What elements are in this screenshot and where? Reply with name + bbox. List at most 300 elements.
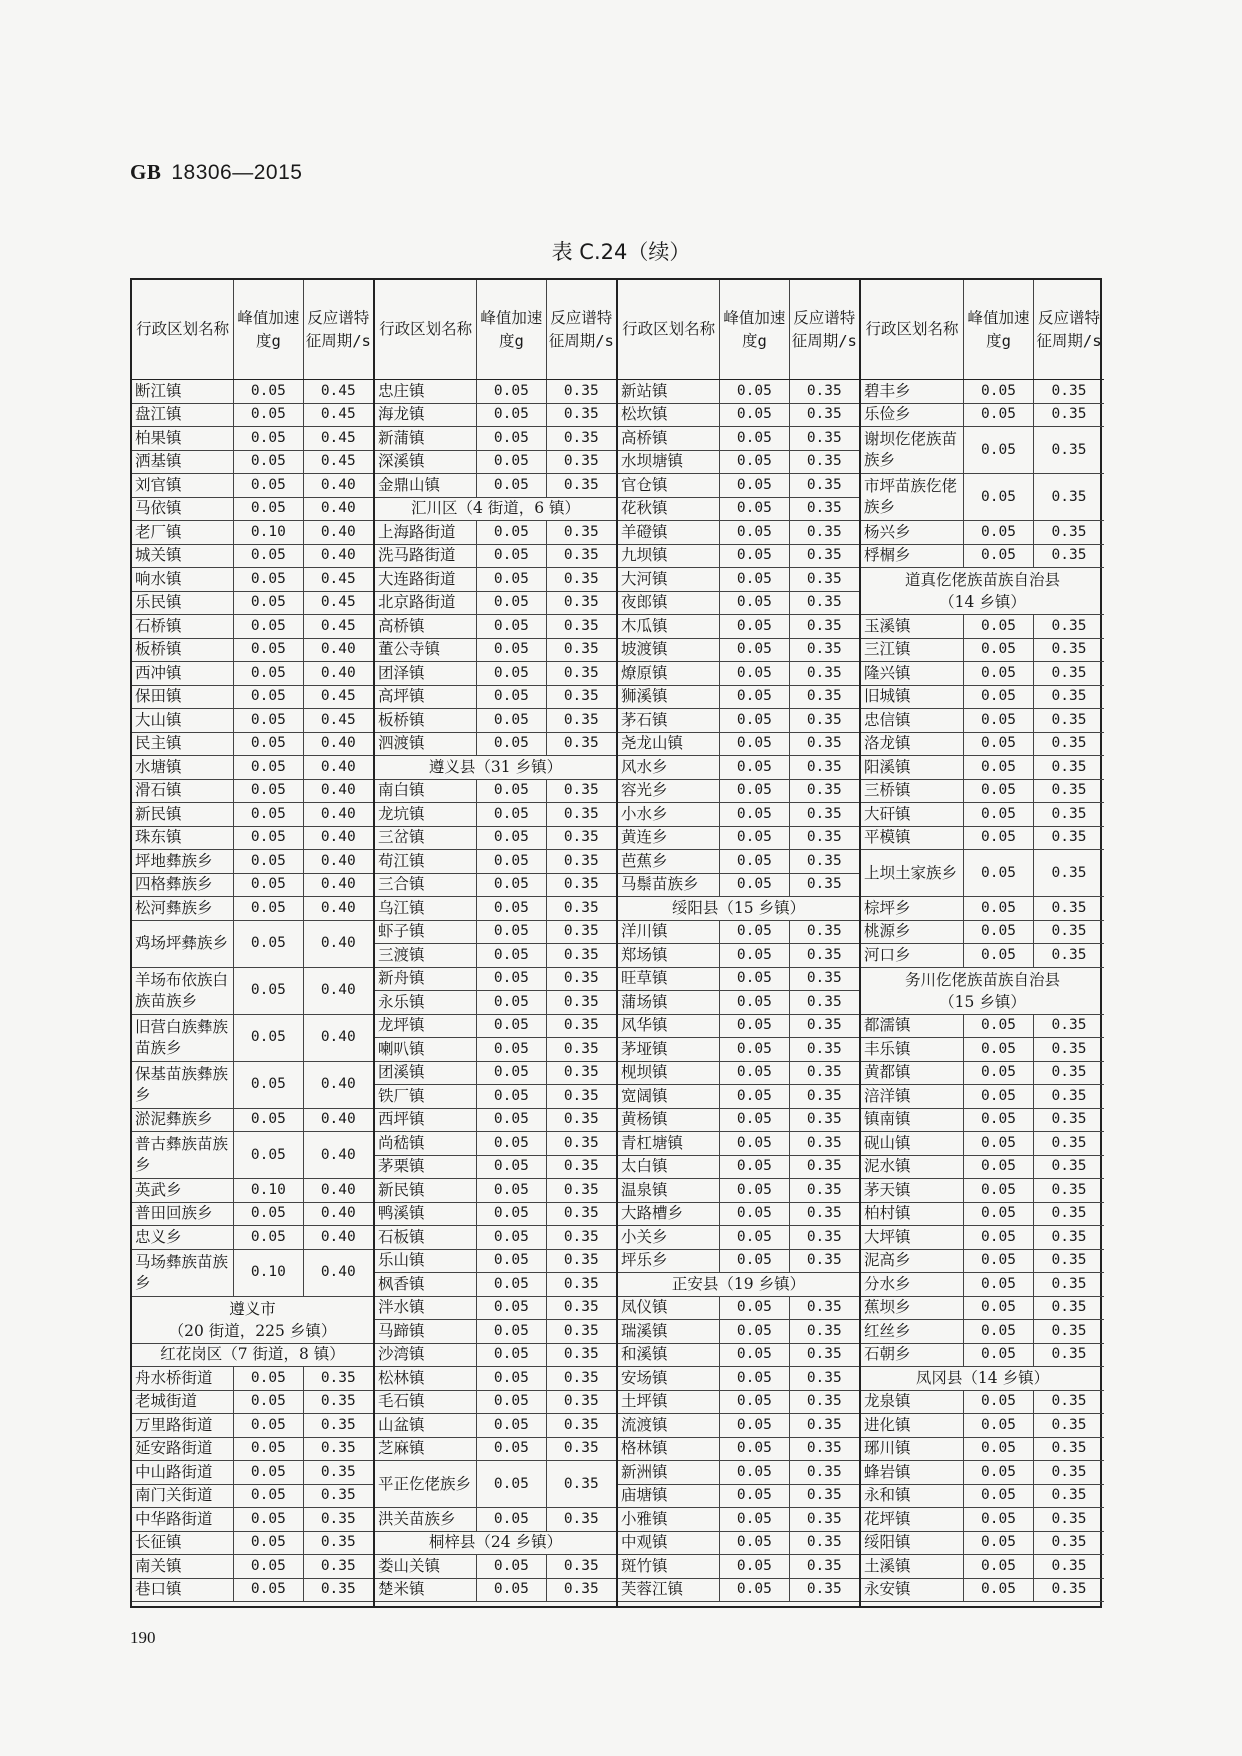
table-row <box>618 1532 859 1556</box>
table-row <box>618 1179 859 1203</box>
characteristic-period: 0.35 <box>806 547 842 564</box>
peak-acceleration: 0.05 <box>477 897 546 920</box>
division-name: 风水乡 <box>618 756 720 779</box>
division-name: 永安镇 <box>861 1579 964 1602</box>
division-name: 九坝镇 <box>618 545 720 568</box>
characteristic-period: 0.35 <box>563 735 599 752</box>
table-row <box>375 1344 616 1368</box>
division-name: 保基苗族彝族乡 <box>132 1062 234 1108</box>
division-name: 丰乐镇 <box>861 1038 964 1061</box>
peak-acceleration: 0.05 <box>964 1062 1034 1085</box>
peak-acceleration: 0.05 <box>720 1391 789 1414</box>
table-row <box>375 991 616 1015</box>
characteristic-period: 0.40 <box>320 758 356 775</box>
header-name: 行政区划名称 <box>618 280 720 379</box>
characteristic-period: 0.40 <box>320 805 356 822</box>
table-row <box>132 780 373 804</box>
table-row <box>861 1203 1104 1227</box>
peak-acceleration: 0.05 <box>720 568 789 591</box>
characteristic-period: 0.35 <box>806 1487 842 1504</box>
table-row <box>375 592 616 616</box>
table-row <box>618 662 859 686</box>
table-row <box>861 1485 1104 1509</box>
division-name: 土坪镇 <box>618 1391 720 1414</box>
peak-acceleration: 0.10 <box>234 521 303 544</box>
peak-acceleration: 0.05 <box>964 733 1034 756</box>
peak-acceleration: 0.05 <box>477 1297 546 1320</box>
division-name: 茅石镇 <box>618 709 720 732</box>
peak-acceleration: 0.05 <box>964 1273 1034 1296</box>
peak-acceleration: 0.05 <box>964 1532 1034 1555</box>
table-row <box>618 474 859 498</box>
section-title: 绥阳县（15 乡镇） <box>671 898 806 917</box>
characteristic-period: 0.35 <box>320 1487 356 1504</box>
table-row <box>132 874 373 898</box>
peak-acceleration: 0.05 <box>720 944 789 967</box>
characteristic-period: 0.35 <box>806 1534 842 1551</box>
table-row <box>618 1391 859 1415</box>
characteristic-period: 0.35 <box>563 970 599 987</box>
table-row <box>132 1109 373 1133</box>
table-row <box>375 1367 616 1391</box>
peak-acceleration: 0.05 <box>720 756 789 779</box>
characteristic-period: 0.35 <box>806 1440 842 1457</box>
table-row <box>861 380 1104 404</box>
division-name: 石朝乡 <box>861 1344 964 1367</box>
characteristic-period: 0.40 <box>320 782 356 799</box>
division-name: 木瓜镇 <box>618 615 720 638</box>
table-row <box>618 827 859 851</box>
characteristic-period: 0.35 <box>806 758 842 775</box>
table-row <box>132 709 373 733</box>
characteristic-period: 0.35 <box>806 523 842 540</box>
division-name: 乐俭乡 <box>861 404 964 427</box>
table-row <box>861 1508 1104 1532</box>
peak-acceleration: 0.05 <box>720 1250 789 1273</box>
peak-acceleration: 0.05 <box>234 874 303 897</box>
table-row <box>132 803 373 827</box>
peak-acceleration: 0.05 <box>720 427 789 450</box>
division-name: 三岔镇 <box>375 827 477 850</box>
table-row <box>618 404 859 428</box>
table-row <box>618 1250 859 1274</box>
characteristic-period: 0.35 <box>563 829 599 846</box>
characteristic-period: 0.35 <box>806 1040 842 1057</box>
peak-acceleration: 0.05 <box>234 545 303 568</box>
table-row <box>375 1132 616 1156</box>
table-row <box>375 874 616 898</box>
table-row <box>132 521 373 545</box>
peak-acceleration: 0.05 <box>964 827 1034 850</box>
peak-acceleration: 0.05 <box>964 521 1034 544</box>
division-name: 南关镇 <box>132 1555 234 1578</box>
peak-acceleration: 0.05 <box>477 474 546 497</box>
table-row <box>132 850 373 874</box>
division-name: 北京路街道 <box>375 592 477 615</box>
table-row <box>861 1438 1104 1462</box>
peak-acceleration: 0.05 <box>477 1438 546 1461</box>
division-name: 羊场布依族白族苗族乡 <box>132 968 234 1014</box>
division-name: 三江镇 <box>861 639 964 662</box>
characteristic-period: 0.35 <box>563 1205 599 1222</box>
table-row <box>618 1579 859 1603</box>
division-name: 坪地彝族乡 <box>132 850 234 873</box>
table-row <box>375 1015 616 1039</box>
characteristic-period: 0.35 <box>563 1252 599 1269</box>
characteristic-period: 0.35 <box>320 1440 356 1457</box>
peak-acceleration: 0.05 <box>477 1179 546 1202</box>
peak-acceleration: 0.05 <box>477 991 546 1014</box>
division-name: 中山路街道 <box>132 1461 234 1484</box>
table-row <box>375 404 616 428</box>
characteristic-period: 0.35 <box>1051 1087 1087 1104</box>
table-row <box>861 1179 1104 1203</box>
characteristic-period: 0.35 <box>1051 1416 1087 1433</box>
characteristic-period: 0.35 <box>1051 1463 1087 1480</box>
characteristic-period: 0.35 <box>563 1275 599 1292</box>
peak-acceleration: 0.05 <box>720 780 789 803</box>
division-name: 楚米镇 <box>375 1579 477 1602</box>
peak-acceleration: 0.05 <box>720 1062 789 1085</box>
table-row <box>375 1062 616 1086</box>
division-name: 花坪镇 <box>861 1508 964 1531</box>
table-row <box>618 1062 859 1086</box>
peak-acceleration: 0.05 <box>720 874 789 897</box>
table-row <box>375 1226 616 1250</box>
characteristic-period: 0.35 <box>806 993 842 1010</box>
table-row <box>861 1132 1104 1156</box>
peak-acceleration: 0.10 <box>234 1250 303 1296</box>
peak-acceleration: 0.05 <box>720 1461 789 1484</box>
table-row <box>375 1085 616 1109</box>
section-title-subline: （14 乡镇） <box>939 593 1026 611</box>
table-row <box>132 1062 373 1109</box>
characteristic-period: 0.35 <box>806 923 842 940</box>
characteristic-period: 0.35 <box>1051 1111 1087 1128</box>
table-row <box>861 921 1104 945</box>
characteristic-period: 0.35 <box>806 1087 842 1104</box>
table-row <box>375 1297 616 1321</box>
characteristic-period: 0.40 <box>320 735 356 752</box>
table-row <box>861 404 1104 428</box>
peak-acceleration: 0.05 <box>720 1085 789 1108</box>
table-row <box>375 1579 616 1603</box>
division-name: 洛龙镇 <box>861 733 964 756</box>
division-name: 郑场镇 <box>618 944 720 967</box>
header-period: 反应谱特征周期/s <box>305 308 371 350</box>
peak-acceleration: 0.05 <box>720 1438 789 1461</box>
peak-acceleration: 0.05 <box>477 1250 546 1273</box>
peak-acceleration: 0.05 <box>234 639 303 662</box>
peak-acceleration: 0.05 <box>964 545 1034 568</box>
table-row <box>618 498 859 522</box>
peak-acceleration: 0.05 <box>964 1250 1034 1273</box>
section-header-row <box>375 756 616 780</box>
characteristic-period: 0.40 <box>320 1029 356 1045</box>
division-name: 长征镇 <box>132 1532 234 1555</box>
characteristic-period: 0.35 <box>1051 1064 1087 1081</box>
division-name: 上坝土家族乡 <box>861 850 964 896</box>
peak-acceleration: 0.05 <box>477 780 546 803</box>
division-name: 舟水桥街道 <box>132 1367 234 1390</box>
peak-acceleration: 0.05 <box>964 897 1034 920</box>
peak-acceleration: 0.05 <box>720 1179 789 1202</box>
peak-acceleration: 0.05 <box>234 1485 303 1508</box>
peak-acceleration: 0.05 <box>964 1132 1034 1155</box>
section-header-row <box>861 968 1104 1015</box>
table-row <box>618 1367 859 1391</box>
peak-acceleration: 0.05 <box>234 1414 303 1437</box>
characteristic-period: 0.35 <box>806 429 842 446</box>
peak-acceleration: 0.05 <box>964 780 1034 803</box>
division-name: 民主镇 <box>132 733 234 756</box>
peak-acceleration: 0.05 <box>477 662 546 685</box>
division-name: 斑竹镇 <box>618 1555 720 1578</box>
table-row <box>861 1320 1104 1344</box>
division-name: 枧坝镇 <box>618 1062 720 1085</box>
characteristic-period: 0.35 <box>1051 1040 1087 1057</box>
table-row <box>375 1250 616 1274</box>
division-name: 桃源乡 <box>861 921 964 944</box>
division-name: 虾子镇 <box>375 921 477 944</box>
peak-acceleration: 0.05 <box>477 380 546 403</box>
characteristic-period: 0.40 <box>320 1264 356 1280</box>
peak-acceleration: 0.05 <box>477 1414 546 1437</box>
peak-acceleration: 0.05 <box>720 1015 789 1038</box>
peak-acceleration: 0.05 <box>964 709 1034 732</box>
division-name: 旧城镇 <box>861 686 964 709</box>
division-name: 尚嵇镇 <box>375 1132 477 1155</box>
division-name: 芙蓉江镇 <box>618 1579 720 1602</box>
division-name: 金鼎山镇 <box>375 474 477 497</box>
characteristic-period: 0.35 <box>563 382 599 399</box>
division-name: 坡渡镇 <box>618 639 720 662</box>
peak-acceleration: 0.05 <box>720 380 789 403</box>
peak-acceleration: 0.05 <box>234 780 303 803</box>
division-name: 老厂镇 <box>132 521 234 544</box>
characteristic-period: 0.35 <box>806 1252 842 1269</box>
table-row <box>618 592 859 616</box>
division-name: 黄连乡 <box>618 827 720 850</box>
characteristic-period: 0.35 <box>320 1416 356 1433</box>
characteristic-period: 0.40 <box>320 982 356 998</box>
characteristic-period: 0.35 <box>1051 1181 1087 1198</box>
characteristic-period: 0.35 <box>1051 735 1087 752</box>
peak-acceleration: 0.05 <box>234 1391 303 1414</box>
section-header-row <box>132 1344 373 1368</box>
peak-acceleration: 0.05 <box>234 1203 303 1226</box>
table-row <box>132 733 373 757</box>
table-row <box>132 1438 373 1462</box>
characteristic-period: 0.40 <box>320 1076 356 1092</box>
characteristic-period: 0.35 <box>806 852 842 869</box>
division-name: 旺草镇 <box>618 968 720 991</box>
peak-acceleration: 0.05 <box>964 427 1034 473</box>
division-name: 上海路街道 <box>375 521 477 544</box>
peak-acceleration: 0.05 <box>477 1508 546 1531</box>
division-name: 尧龙山镇 <box>618 733 720 756</box>
characteristic-period: 0.45 <box>320 382 356 399</box>
division-name: 普田回族乡 <box>132 1203 234 1226</box>
characteristic-period: 0.35 <box>806 1369 842 1386</box>
division-name: 坪乐乡 <box>618 1250 720 1273</box>
division-name: 高坪镇 <box>375 686 477 709</box>
table-row <box>132 1555 373 1579</box>
characteristic-period: 0.35 <box>563 664 599 681</box>
characteristic-period: 0.35 <box>320 1557 356 1574</box>
characteristic-period: 0.35 <box>806 1322 842 1339</box>
peak-acceleration: 0.05 <box>477 874 546 897</box>
peak-acceleration: 0.05 <box>234 568 303 591</box>
table-row <box>861 662 1104 686</box>
table-row <box>861 1109 1104 1133</box>
characteristic-period: 0.35 <box>563 876 599 893</box>
characteristic-period: 0.35 <box>1051 946 1087 963</box>
peak-acceleration: 0.05 <box>477 850 546 873</box>
characteristic-period: 0.35 <box>1051 1557 1087 1574</box>
characteristic-period: 0.35 <box>806 1017 842 1034</box>
characteristic-period: 0.35 <box>320 1393 356 1410</box>
table-row <box>618 639 859 663</box>
division-name: 杨兴乡 <box>861 521 964 544</box>
division-name: 龙泉镇 <box>861 1391 964 1414</box>
peak-acceleration: 0.05 <box>964 944 1034 967</box>
division-name: 宽阔镇 <box>618 1085 720 1108</box>
table-row <box>861 850 1104 897</box>
peak-acceleration: 0.05 <box>477 1203 546 1226</box>
division-name: 松坎镇 <box>618 404 720 427</box>
peak-acceleration: 0.05 <box>964 1320 1034 1343</box>
table-row <box>375 568 616 592</box>
peak-acceleration: 0.05 <box>477 427 546 450</box>
table-row <box>132 380 373 404</box>
division-name: 小关乡 <box>618 1226 720 1249</box>
peak-acceleration: 0.05 <box>234 803 303 826</box>
division-name: 团溪镇 <box>375 1062 477 1085</box>
characteristic-period: 0.35 <box>1051 1252 1087 1269</box>
division-name: 洋川镇 <box>618 921 720 944</box>
characteristic-period: 0.40 <box>320 1228 356 1245</box>
characteristic-period: 0.35 <box>1051 1581 1087 1598</box>
table-row <box>618 1461 859 1485</box>
peak-acceleration: 0.05 <box>720 1367 789 1390</box>
peak-acceleration: 0.10 <box>234 1179 303 1202</box>
header-row <box>132 280 373 380</box>
peak-acceleration: 0.05 <box>234 1062 303 1108</box>
table-column-group <box>375 280 618 1606</box>
peak-acceleration: 0.05 <box>720 709 789 732</box>
division-name: 四格彝族乡 <box>132 874 234 897</box>
characteristic-period: 0.35 <box>563 1475 599 1492</box>
division-name: 砚山镇 <box>861 1132 964 1155</box>
table-row <box>618 1085 859 1109</box>
header-row <box>861 280 1104 380</box>
peak-acceleration: 0.05 <box>234 850 303 873</box>
table-row <box>861 521 1104 545</box>
characteristic-period: 0.35 <box>1051 641 1087 658</box>
peak-acceleration: 0.05 <box>964 615 1034 638</box>
section-title: 正安县（19 乡镇） <box>671 1274 806 1293</box>
division-name: 石桥镇 <box>132 615 234 638</box>
division-name: 琊川镇 <box>861 1438 964 1461</box>
characteristic-period: 0.35 <box>1051 1322 1087 1339</box>
characteristic-period: 0.35 <box>563 1228 599 1245</box>
header-period: 反应谱特征周期/s <box>548 308 614 350</box>
characteristic-period: 0.40 <box>320 547 356 564</box>
characteristic-period: 0.35 <box>806 1228 842 1245</box>
division-name: 董公寺镇 <box>375 639 477 662</box>
characteristic-period: 0.35 <box>563 547 599 564</box>
table-row <box>375 615 616 639</box>
table-row <box>375 639 616 663</box>
characteristic-period: 0.35 <box>563 570 599 587</box>
table-row <box>375 1156 616 1180</box>
peak-acceleration: 0.05 <box>477 451 546 474</box>
division-name: 茅天镇 <box>861 1179 964 1202</box>
division-name: 龙坑镇 <box>375 803 477 826</box>
section-header-row <box>861 568 1104 615</box>
characteristic-period: 0.35 <box>563 523 599 540</box>
division-name: 大坪镇 <box>861 1226 964 1249</box>
table-row <box>375 897 616 921</box>
peak-acceleration: 0.05 <box>964 1203 1034 1226</box>
table-row <box>375 1203 616 1227</box>
peak-acceleration: 0.05 <box>234 1461 303 1484</box>
table-row <box>132 1508 373 1532</box>
division-name: 棕坪乡 <box>861 897 964 920</box>
peak-acceleration: 0.05 <box>477 709 546 732</box>
division-name: 鸡场坪彝族乡 <box>132 921 234 967</box>
peak-acceleration: 0.05 <box>720 850 789 873</box>
table-row <box>375 944 616 968</box>
peak-acceleration: 0.05 <box>477 1015 546 1038</box>
table-row <box>375 1038 616 1062</box>
characteristic-period: 0.35 <box>1051 782 1087 799</box>
peak-acceleration: 0.05 <box>234 968 303 1014</box>
peak-acceleration: 0.05 <box>234 897 303 920</box>
characteristic-period: 0.35 <box>806 1581 842 1598</box>
table-row <box>618 1485 859 1509</box>
peak-acceleration: 0.05 <box>234 1532 303 1555</box>
division-name: 谢坝仡佬族苗族乡 <box>861 427 964 473</box>
peak-acceleration: 0.05 <box>964 474 1034 520</box>
table-row <box>132 1226 373 1250</box>
characteristic-period: 0.35 <box>563 1393 599 1410</box>
section-title: 红花岗区（7 街道，8 镇） <box>160 1345 345 1364</box>
division-name: 黄杨镇 <box>618 1109 720 1132</box>
characteristic-period: 0.35 <box>1051 688 1087 705</box>
peak-acceleration: 0.05 <box>477 1367 546 1390</box>
peak-acceleration: 0.05 <box>964 1485 1034 1508</box>
division-name: 鸭溪镇 <box>375 1203 477 1226</box>
division-name: 新民镇 <box>375 1179 477 1202</box>
table-row <box>132 1203 373 1227</box>
table-row <box>375 686 616 710</box>
peak-acceleration: 0.05 <box>720 1555 789 1578</box>
division-name: 河口乡 <box>861 944 964 967</box>
characteristic-period: 0.40 <box>320 829 356 846</box>
division-name: 柏村镇 <box>861 1203 964 1226</box>
peak-acceleration: 0.05 <box>234 1508 303 1531</box>
division-name: 中华路街道 <box>132 1508 234 1531</box>
characteristic-period: 0.35 <box>1051 1299 1087 1316</box>
peak-acceleration: 0.05 <box>720 521 789 544</box>
section-title <box>861 968 1104 1014</box>
table-row <box>375 1320 616 1344</box>
division-name: 高桥镇 <box>618 427 720 450</box>
table-row <box>375 1179 616 1203</box>
table-row <box>375 451 616 475</box>
